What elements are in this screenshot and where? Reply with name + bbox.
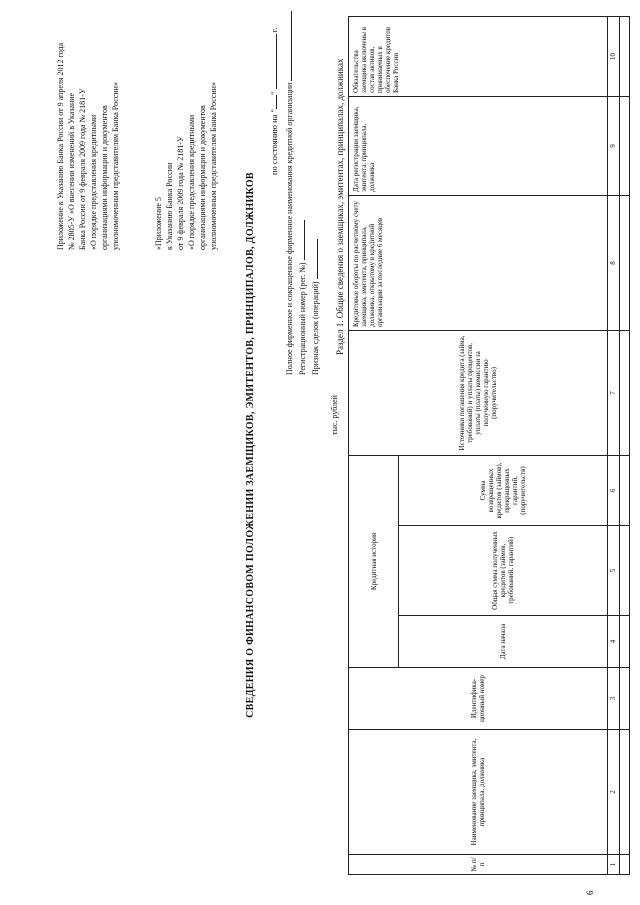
data-cell[interactable] <box>619 616 629 668</box>
org-name-field <box>283 11 294 375</box>
appendix-line: к Указанию Банка России <box>165 162 174 250</box>
appendix-line: от 9 февраля 2009 года № 2181-У <box>176 136 185 250</box>
header-cell-name: Наименование заемщика, эмитента, принципала, должника <box>349 730 608 855</box>
column-number: 2 <box>608 730 619 855</box>
reg-number-field <box>296 220 307 375</box>
header-cell-id: Идентифика-ционный номер <box>349 668 608 730</box>
page-number: 6 <box>585 890 595 895</box>
header-note <box>55 0 121 250</box>
column-number: 7 <box>608 330 619 455</box>
column-number: 1 <box>608 855 619 875</box>
column-number: 5 <box>608 526 619 616</box>
header-note-line: Приложение к Указанию Банка России от 9 апреля 2012 года <box>56 42 65 250</box>
header-cell-total-repaid: Сумма возвращенных кредитов (займов), прекращенных гарантий, (поручительств) <box>399 455 608 525</box>
data-cell[interactable] <box>619 16 629 96</box>
reg-number-blank[interactable] <box>296 220 305 260</box>
deal-type-field <box>309 239 320 375</box>
table-row <box>619 16 629 874</box>
appendix-line: «Приложение 5 <box>154 197 163 250</box>
org-name-label: Полное фирменное и сокращенное фирменное наименования кредитной организации <box>285 82 294 375</box>
appendix-reference <box>153 0 219 250</box>
header-note-line: Банка России от 9 февраля 2009 года № 2181-У <box>78 88 87 250</box>
data-cell[interactable] <box>619 455 629 525</box>
header-note-line: «О порядке представления кредитными <box>89 114 98 250</box>
deal-type-blank[interactable] <box>309 239 318 279</box>
header-note-line: организациями информации и документов <box>100 105 109 250</box>
as-of-prefix: по состоянию на " <box>269 108 279 175</box>
data-cell[interactable] <box>619 855 629 875</box>
day-blank[interactable] <box>268 95 277 109</box>
column-number: 9 <box>608 96 619 195</box>
data-cell[interactable] <box>619 730 629 855</box>
header-cell-credit-history: Кредитная история <box>349 455 399 667</box>
appendix-line: уполномоченным представителям Банка России» <box>209 82 218 250</box>
column-number: 10 <box>608 16 619 96</box>
appendix-line: «О порядке представления кредитными <box>187 114 196 250</box>
data-cell[interactable] <box>619 330 629 455</box>
header-note-line: уполномоченным представителям Банка России» <box>111 82 120 250</box>
header-note-line: № 2805-У «О внесении изменений в Указание <box>67 92 76 250</box>
section-title: Раздел 1. Общие сведения о заемщиках, эмитентах, принципалах, должниках <box>335 58 345 355</box>
header-cell-start-date: Дата начала <box>399 616 608 668</box>
data-cell[interactable] <box>619 195 629 330</box>
as-of-mid: " <box>269 91 279 95</box>
reg-number-label: Регистрационный номер (рег. №) <box>298 262 307 375</box>
data-cell[interactable] <box>619 668 629 730</box>
units-label: тыс. рублей <box>330 395 339 435</box>
document-title: СВЕДЕНИЯ О ФИНАНСОВОМ ПОЛОЖЕНИИ ЗАЕМЩИКОВ, ЭМИТЕНТОВ, ПРИНЦИПАЛОВ, ДОЛЖНИКОВ <box>245 172 256 718</box>
appendix-line: организациями информации и документов <box>198 105 207 250</box>
column-number-row <box>608 16 619 874</box>
header-cell-obligations: Обязательства заемщика включены в состав активов, принимаемых в обеспечение кредитов Банка России <box>349 16 608 96</box>
column-number: 8 <box>608 195 619 330</box>
deal-type-label: Признак сделок (операций) <box>311 281 320 375</box>
as-of-date-line <box>268 28 279 175</box>
org-name-blank[interactable] <box>283 11 292 81</box>
header-cell-total-received: Общая сумма полученных кредитов (займов, требований, гарантий) <box>399 526 608 616</box>
column-number: 6 <box>608 455 619 525</box>
header-cell-turnover: Кредитовые обороты по расчетному счету заемщика, эмитента, принципала, должника, открытому в кредитной организации за последние 6 месяцев <box>349 195 608 330</box>
data-cell[interactable] <box>619 96 629 195</box>
borrower-info-table <box>348 17 630 875</box>
as-of-suffix: г. <box>269 27 279 33</box>
column-number: 3 <box>608 668 619 730</box>
header-cell-reg-date: Дата регистрации заемщика, эмитента, принципала, должника <box>349 96 608 195</box>
header-cell-no: № п/п <box>349 855 608 875</box>
data-cell[interactable] <box>619 526 629 616</box>
header-cell-sources: Источники погашения кредита (займа, требований) и уплаты процентов, уплаты (платы) комиссии за полученную гарантию (поручительство) <box>349 330 608 455</box>
column-number: 4 <box>608 616 619 668</box>
month-blank[interactable] <box>268 34 277 89</box>
